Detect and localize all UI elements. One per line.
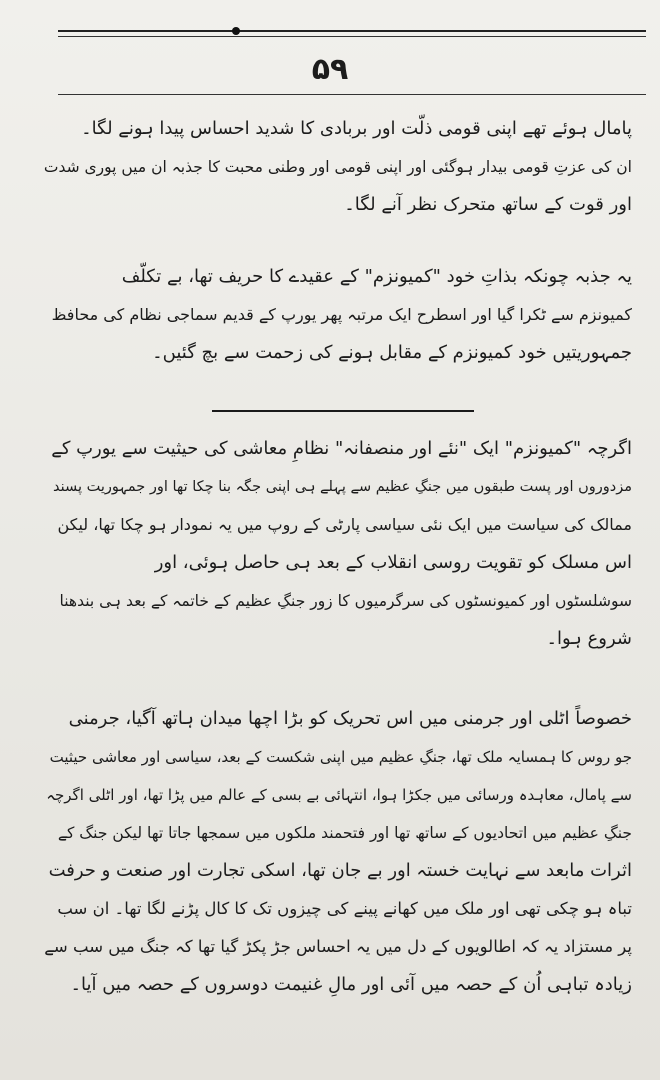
- text-line: مزدوروں اور پست طبقوں میں جنگِ عظیم سے پہلے ہی اپنی جگہ بنا چکا تھا اور جمہوریت پسند: [53, 479, 632, 495]
- paragraph-4: [42, 700, 632, 1004]
- text-line: اثرات مابعد سے نہایت خستہ اور بے جان تھا، اسکی تجارت اور صنعت و حرفت: [48, 860, 632, 881]
- text-line: خصوصاً اٹلی اور جرمنی میں اس تحریک کو بڑا اچھا میدان ہاتھ آگیا، جرمنی: [68, 708, 632, 729]
- text-line: ممالک کی سیاست میں ایک نئی سیاسی پارٹی کے روپ میں یہ نمودار ہو چکا تھا، لیکن: [57, 515, 632, 534]
- header-rule-bottom: [58, 94, 646, 95]
- text-line: جو روس کا ہمسایہ ملک تھا، جنگِ عظیم میں اپنی شکست کے بعد، سیاسی اور معاشی حیثیت: [49, 748, 632, 766]
- text-line: زیادہ تباہی اُن کے حصہ میں آئی اور مالِ غنیمت دوسروں کے حصہ میں آیا۔: [70, 974, 632, 995]
- paragraph-3: [42, 430, 632, 658]
- header-rule-top: [58, 30, 646, 32]
- text-line: سے پامال، معاہدہ ورسائی میں جکڑا ہوا، انتہائی بے بسی کے عالم میں پڑا تھا، اور اٹلی اگرچہ: [46, 786, 632, 804]
- text-line: جنگِ عظیم میں اتحادیوں کے ساتھ تھا اور فتحمند ملکوں میں سمجھا جاتا تھا لیکن جنگ کے: [57, 824, 632, 842]
- section-divider: [212, 410, 474, 412]
- paragraph-1: [42, 110, 632, 224]
- header-rule-second: [58, 36, 646, 37]
- text-line: پامال ہوئے تھے اپنی قومی ذلّت اور بربادی کا شدید احساس پیدا ہونے لگا۔: [81, 118, 632, 139]
- text-line: ان کی عزتِ قومی بیدار ہوگئی اور اپنی قومی اور وطنی محبت کا جذبہ ان میں پوری شدت: [43, 158, 632, 176]
- text-line: اور قوت کے ساتھ متحرک نظر آنے لگا۔: [344, 194, 632, 215]
- text-line: کمیونزم سے ٹکرا گیا اور اسطرح ایک مرتبہ پھر یورپ کے قدیم سماجی نظام کی محافظ: [51, 305, 632, 324]
- page-number: ۵۹: [311, 52, 349, 87]
- text-line: اگرچہ "کمیونزم" ایک "نئے اور منصفانہ" نظامِ معاشی کی حیثیت سے یورپ کے: [51, 438, 632, 459]
- text-line: پر مستزاد یہ کہ اطالویوں کے دل میں یہ احساس جڑ پکڑ گیا تھا کہ جنگ میں سب سے: [44, 937, 632, 956]
- text-line: سوشلسٹوں اور کمیونسٹوں کی سرگرمیوں کا زور جنگِ عظیم کے خاتمہ کے بعد ہی بندھنا: [59, 592, 632, 610]
- rule-ornament: [232, 27, 240, 35]
- paragraph-2: [42, 258, 632, 372]
- text-line: جمہوریتیں خود کمیونزم کے مقابل ہونے کی زحمت سے بچ گئیں۔: [152, 342, 632, 363]
- text-line: اس مسلک کو تقویت روسی انقلاب کے بعد ہی حاصل ہوئی، اور: [154, 552, 632, 573]
- text-line: شروع ہوا۔: [546, 628, 632, 649]
- text-line: تباہ ہو چکی تھی اور ملک میں کھانے پینے کی چیزوں تک کا کال پڑنے لگا تھا۔ ان سب: [57, 899, 632, 918]
- text-line: یہ جذبہ چونکہ بذاتِ خود "کمیونزم" کے عقیدے کا حریف تھا، بے تکلّف: [121, 266, 632, 287]
